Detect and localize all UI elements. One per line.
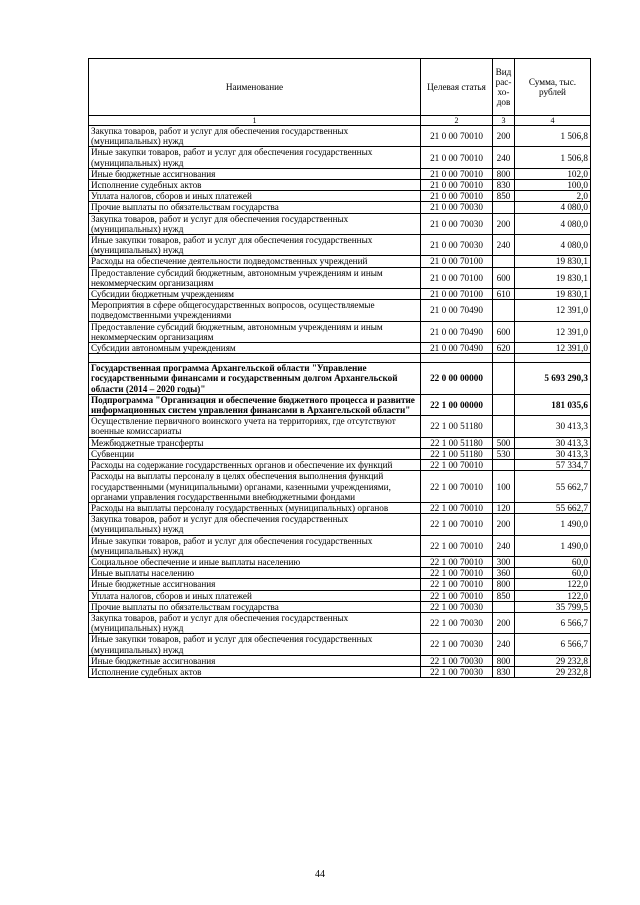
table-row — [89, 460, 591, 471]
table-row — [89, 590, 591, 601]
cell-vid: 240 — [493, 235, 515, 256]
cell-name: Осуществление первичного воинского учета на территориях, где отсутствуют военные комиссариаты — [89, 416, 421, 437]
cell-vid: 830 — [493, 180, 515, 191]
cell-name: Субсидии бюджетным учреждениям — [89, 289, 421, 300]
cell-vid — [493, 354, 515, 363]
cell-code: 21 0 00 70100 — [421, 289, 493, 300]
cell-sum: 35 799,5 — [515, 601, 591, 612]
cell-name: Расходы на содержание государственных органов и обеспечение их функций — [89, 460, 421, 471]
cell-code: 22 1 00 70010 — [421, 514, 493, 535]
cell-vid: 200 — [493, 612, 515, 633]
cell-code: 22 1 00 70010 — [421, 460, 493, 471]
cell-name: Прочие выплаты по обязательствам государства — [89, 202, 421, 213]
cell-vid: 850 — [493, 590, 515, 601]
cell-sum: 1 506,8 — [515, 126, 591, 147]
cell-code: 21 0 00 70010 — [421, 191, 493, 202]
table-row — [89, 514, 591, 535]
cell-code: 22 1 00 00000 — [421, 394, 493, 415]
cell-vid: 200 — [493, 126, 515, 147]
cell-code: 21 0 00 70030 — [421, 202, 493, 213]
table-header — [89, 59, 591, 126]
cell-sum: 122,0 — [515, 590, 591, 601]
cell-name: Иные закупки товаров, работ и услуг для обеспечения государственных (муниципальных) нужд — [89, 535, 421, 556]
cell-name: Подпрограмма "Организация и обеспечение бюджетного процесса и развитие информационных систем управления финансами в Архангельской области" — [89, 394, 421, 415]
cell-vid: 240 — [493, 535, 515, 556]
cell-name: Предоставление субсидий бюджетным, автономным учреждениям и иным некоммерческим организациям — [89, 267, 421, 288]
table-row — [89, 213, 591, 234]
cell-name: Уплата налогов, сборов и иных платежей — [89, 590, 421, 601]
table-row — [89, 655, 591, 666]
cell-vid: 830 — [493, 666, 515, 677]
cell-vid: 240 — [493, 634, 515, 655]
cell-code: 22 1 00 51180 — [421, 416, 493, 437]
cell-sum: 57 334,7 — [515, 460, 591, 471]
table-row — [89, 612, 591, 633]
table-row-spacer — [89, 354, 591, 363]
table-row — [89, 321, 591, 342]
cell-code: 22 1 00 70010 — [421, 556, 493, 567]
cell-sum: 55 662,7 — [515, 502, 591, 513]
cell-sum: 12 391,0 — [515, 321, 591, 342]
page-number: 44 — [315, 869, 325, 880]
cell-vid: 800 — [493, 579, 515, 590]
table-row — [89, 147, 591, 168]
cell-sum: 102,0 — [515, 168, 591, 179]
cell-name — [89, 354, 421, 363]
cell-sum: 4 080,0 — [515, 213, 591, 234]
cell-code: 21 0 00 70490 — [421, 321, 493, 342]
header-code: Целевая статья — [421, 59, 493, 116]
cell-sum: 1 506,8 — [515, 147, 591, 168]
cell-code: 22 1 00 51180 — [421, 437, 493, 448]
cell-name: Субвенции — [89, 448, 421, 459]
cell-name: Иные бюджетные ассигнования — [89, 655, 421, 666]
cell-code: 22 1 00 51180 — [421, 448, 493, 459]
cell-sum: 1 490,0 — [515, 514, 591, 535]
table-body — [89, 126, 591, 678]
cell-code: 22 1 00 70010 — [421, 502, 493, 513]
cell-vid — [493, 202, 515, 213]
cell-vid — [493, 460, 515, 471]
cell-name: Мероприятия в сфере общегосударственных вопросов, осуществляемые подведомственными учреждениями — [89, 300, 421, 321]
cell-vid: 100 — [493, 471, 515, 503]
cell-vid: 360 — [493, 568, 515, 579]
cell-code — [421, 354, 493, 363]
cell-code: 22 1 00 70010 — [421, 568, 493, 579]
cell-sum: 30 413,3 — [515, 448, 591, 459]
cell-code: 22 1 00 70030 — [421, 666, 493, 677]
cell-sum: 5 693 290,3 — [515, 363, 591, 395]
cell-code: 21 0 00 70100 — [421, 267, 493, 288]
cell-code: 22 1 00 70010 — [421, 590, 493, 601]
cell-vid: 600 — [493, 267, 515, 288]
cell-name: Иные бюджетные ассигнования — [89, 579, 421, 590]
table-row — [89, 191, 591, 202]
table-row — [89, 471, 591, 503]
cell-code: 22 1 00 70010 — [421, 579, 493, 590]
table-row — [89, 579, 591, 590]
cell-vid: 800 — [493, 168, 515, 179]
table-row — [89, 300, 591, 321]
cell-vid: 610 — [493, 289, 515, 300]
table-row — [89, 634, 591, 655]
cell-vid: 600 — [493, 321, 515, 342]
cell-vid — [493, 601, 515, 612]
header-sum: Сумма, тыс. рублей — [515, 59, 591, 116]
cell-vid: 850 — [493, 191, 515, 202]
cell-vid: 300 — [493, 556, 515, 567]
cell-vid: 240 — [493, 147, 515, 168]
cell-name: Иные бюджетные ассигнования — [89, 168, 421, 179]
cell-vid — [493, 256, 515, 267]
cell-name: Межбюджетные трансферты — [89, 437, 421, 448]
cell-name: Субсидии автономным учреждениям — [89, 343, 421, 354]
cell-vid — [493, 416, 515, 437]
cell-code: 21 0 00 70100 — [421, 256, 493, 267]
cell-sum: 55 662,7 — [515, 471, 591, 503]
table-row — [89, 256, 591, 267]
cell-sum: 30 413,3 — [515, 416, 591, 437]
table-row — [89, 202, 591, 213]
cell-name: Расходы на выплаты персоналу государственных (муниципальных) органов — [89, 502, 421, 513]
cell-name: Иные выплаты населению — [89, 568, 421, 579]
cell-vid — [493, 394, 515, 415]
table-row — [89, 502, 591, 513]
cell-sum: 100,0 — [515, 180, 591, 191]
table-row — [89, 666, 591, 677]
cell-name: Иные закупки товаров, работ и услуг для обеспечения государственных (муниципальных) нужд — [89, 147, 421, 168]
cell-name: Закупка товаров, работ и услуг для обеспечения государственных (муниципальных) нужд — [89, 213, 421, 234]
cell-code: 21 0 00 70010 — [421, 180, 493, 191]
table-row — [89, 437, 591, 448]
table-row — [89, 394, 591, 415]
cell-code: 22 0 00 00000 — [421, 363, 493, 395]
cell-code: 21 0 00 70490 — [421, 343, 493, 354]
table-row — [89, 448, 591, 459]
cell-name: Уплата налогов, сборов и иных платежей — [89, 191, 421, 202]
cell-vid: 620 — [493, 343, 515, 354]
cell-code: 22 1 00 70030 — [421, 612, 493, 633]
cell-code: 21 0 00 70010 — [421, 126, 493, 147]
table-row — [89, 535, 591, 556]
column-number: 4 — [515, 116, 591, 126]
cell-vid: 200 — [493, 213, 515, 234]
cell-vid — [493, 363, 515, 395]
table-row — [89, 235, 591, 256]
cell-sum: 19 830,1 — [515, 256, 591, 267]
cell-code: 22 1 00 70010 — [421, 535, 493, 556]
cell-name: Предоставление субсидий бюджетным, автономным учреждениям и иным некоммерческим организациям — [89, 321, 421, 342]
cell-sum: 1 490,0 — [515, 535, 591, 556]
cell-sum: 19 830,1 — [515, 289, 591, 300]
cell-vid: 800 — [493, 655, 515, 666]
cell-sum: 19 830,1 — [515, 267, 591, 288]
cell-vid: 200 — [493, 514, 515, 535]
cell-sum: 2,0 — [515, 191, 591, 202]
table-row — [89, 568, 591, 579]
cell-name: Социальное обеспечение и иные выплаты населению — [89, 556, 421, 567]
cell-name: Закупка товаров, работ и услуг для обеспечения государственных (муниципальных) нужд — [89, 514, 421, 535]
cell-code: 22 1 00 70030 — [421, 634, 493, 655]
cell-name: Исполнение судебных актов — [89, 180, 421, 191]
cell-code: 21 0 00 70030 — [421, 213, 493, 234]
header-name: Наименование — [89, 59, 421, 116]
table-row — [89, 343, 591, 354]
cell-vid — [493, 300, 515, 321]
table-row — [89, 267, 591, 288]
cell-sum: 60,0 — [515, 568, 591, 579]
cell-code: 21 0 00 70030 — [421, 235, 493, 256]
cell-sum: 4 080,0 — [515, 235, 591, 256]
cell-sum: 122,0 — [515, 579, 591, 590]
cell-sum: 12 391,0 — [515, 300, 591, 321]
cell-name: Расходы на обеспечение деятельности подведомственных учреждений — [89, 256, 421, 267]
cell-sum: 29 232,8 — [515, 666, 591, 677]
table-row — [89, 180, 591, 191]
cell-name: Государственная программа Архангельской области "Управление государственными финансами и государственным долгом Архангельской области (2014 – 2020 годы)" — [89, 363, 421, 395]
cell-sum: 30 413,3 — [515, 437, 591, 448]
cell-name: Прочие выплаты по обязательствам государства — [89, 601, 421, 612]
cell-sum: 6 566,7 — [515, 612, 591, 633]
cell-code: 22 1 00 70030 — [421, 655, 493, 666]
cell-sum: 6 566,7 — [515, 634, 591, 655]
cell-sum: 29 232,8 — [515, 655, 591, 666]
cell-sum: 181 035,6 — [515, 394, 591, 415]
table-row — [89, 168, 591, 179]
table-row — [89, 289, 591, 300]
cell-name: Закупка товаров, работ и услуг для обеспечения государственных (муниципальных) нужд — [89, 126, 421, 147]
table-row — [89, 126, 591, 147]
cell-sum: 60,0 — [515, 556, 591, 567]
table-row — [89, 601, 591, 612]
cell-vid: 120 — [493, 502, 515, 513]
cell-name: Иные закупки товаров, работ и услуг для обеспечения государственных (муниципальных) нужд — [89, 634, 421, 655]
cell-name: Расходы на выплаты персоналу в целях обеспечения выполнения функций государственными (муниципальными) органами, казенными учреждениями, органами управления государственными внебюджетными фондами — [89, 471, 421, 503]
table-row — [89, 416, 591, 437]
cell-code: 21 0 00 70010 — [421, 147, 493, 168]
cell-name: Закупка товаров, работ и услуг для обеспечения государственных (муниципальных) нужд — [89, 612, 421, 633]
cell-code: 21 0 00 70010 — [421, 168, 493, 179]
header-vid: Вид рас-хо-дов — [493, 59, 515, 116]
cell-sum — [515, 354, 591, 363]
cell-vid: 530 — [493, 448, 515, 459]
column-number: 1 — [89, 116, 421, 126]
cell-code: 22 1 00 70030 — [421, 601, 493, 612]
budget-table — [88, 58, 591, 678]
table-row — [89, 363, 591, 395]
cell-vid: 500 — [493, 437, 515, 448]
cell-name: Иные закупки товаров, работ и услуг для обеспечения государственных (муниципальных) нужд — [89, 235, 421, 256]
cell-code: 22 1 00 70010 — [421, 471, 493, 503]
column-number: 3 — [493, 116, 515, 126]
column-number: 2 — [421, 116, 493, 126]
cell-sum: 12 391,0 — [515, 343, 591, 354]
cell-sum: 4 080,0 — [515, 202, 591, 213]
cell-name: Исполнение судебных актов — [89, 666, 421, 677]
table-row — [89, 556, 591, 567]
cell-code: 21 0 00 70490 — [421, 300, 493, 321]
